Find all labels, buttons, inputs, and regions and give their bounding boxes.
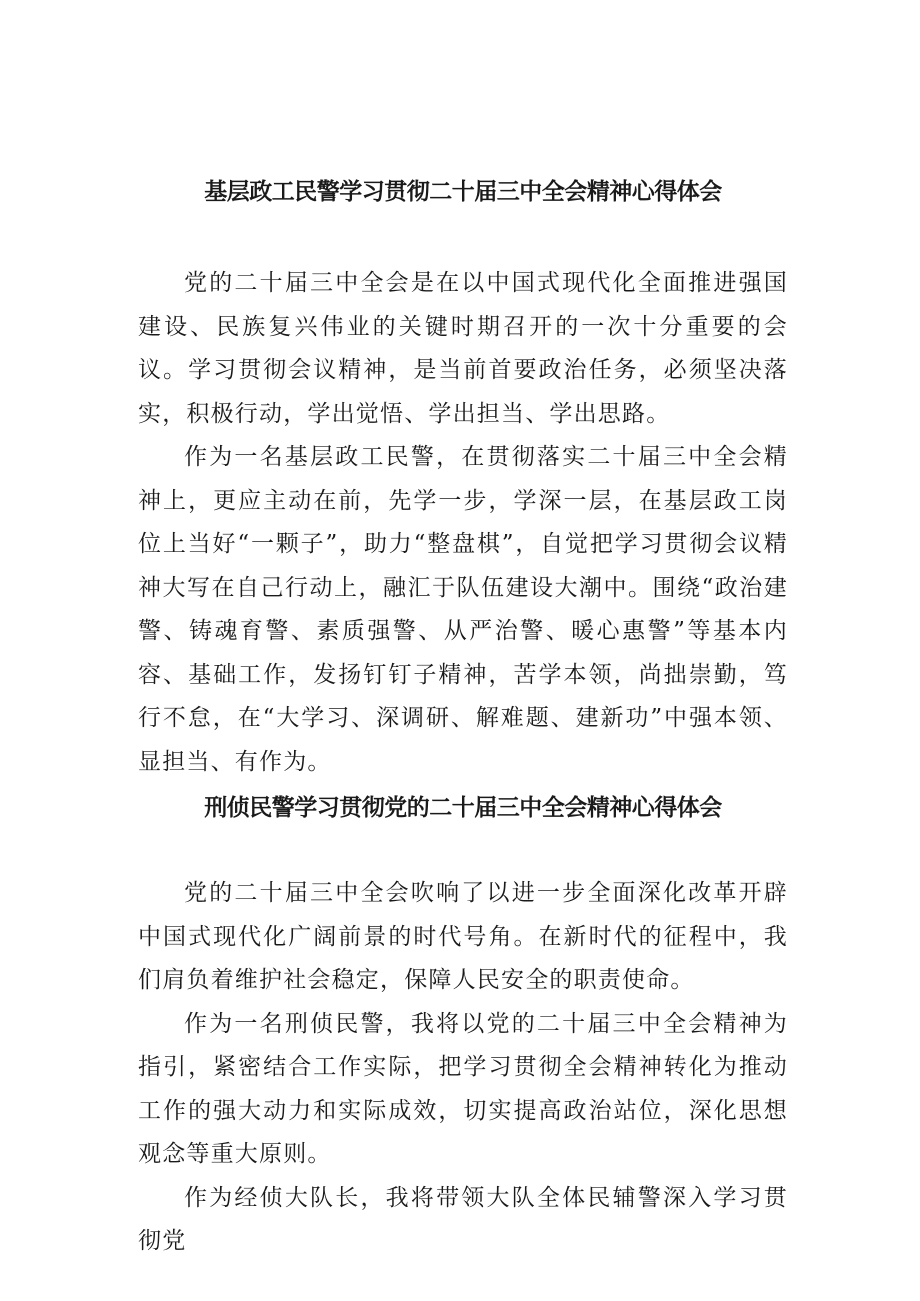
article-title-1: 基层政工民警学习贯彻二十届三中全会精神心得体会 [204, 179, 722, 205]
paragraph: 作为经侦大队长，我将带领大队全体民辅警深入学习贯彻党 [138, 1184, 788, 1254]
paragraph: 作为一名刑侦民警，我将以党的二十届三中全会精神为指引，紧密结合工作实际，把学习贯彻全会精神转化为推动工作的强大动力和实际成效，切实提高政治站位，深化思想观念等重大原则。 [138, 1010, 788, 1167]
paragraph: 党的二十届三中全会是在以中国式现代化全面推进强国建设、民族复兴伟业的关键时期召开的一次十分重要的会议。学习贯彻会议精神，是当前首要政治任务，必须坚决落实，积极行动，学出觉悟、学出担当、学出思路。 [138, 270, 788, 427]
article-section-2 [138, 786, 788, 1264]
paragraph: 党的二十届三中全会吹响了以进一步全面深化改革开辟中国式现代化广阔前景的时代号角。在新时代的征程中，我们肩负着维护社会稳定，保障人民安全的职责使命。 [138, 880, 788, 993]
paragraph: 作为一名基层政工民警，在贯彻落实二十届三中全会精神上，更应主动在前，先学一步，学深一层，在基层政工岗位上当好“一颗子”，助力“整盘棋”，自觉把学习贯彻会议精神大写在自己行动上，融汇于队伍建设大潮中。围绕“政治建警、铸魂育警、素质强警、从严治警、暖心惠警”等基本内容、基础工作，发扬钉钉子精神，苦学本领，尚拙崇勤，笃行不怠，在“大学习、深调研、解难题、建新功”中强本领、显担当、有作为。 [138, 444, 788, 775]
article-section-1 [138, 170, 788, 784]
article-title-2: 刑侦民警学习贯彻党的二十届三中全会精神心得体会 [204, 795, 722, 821]
